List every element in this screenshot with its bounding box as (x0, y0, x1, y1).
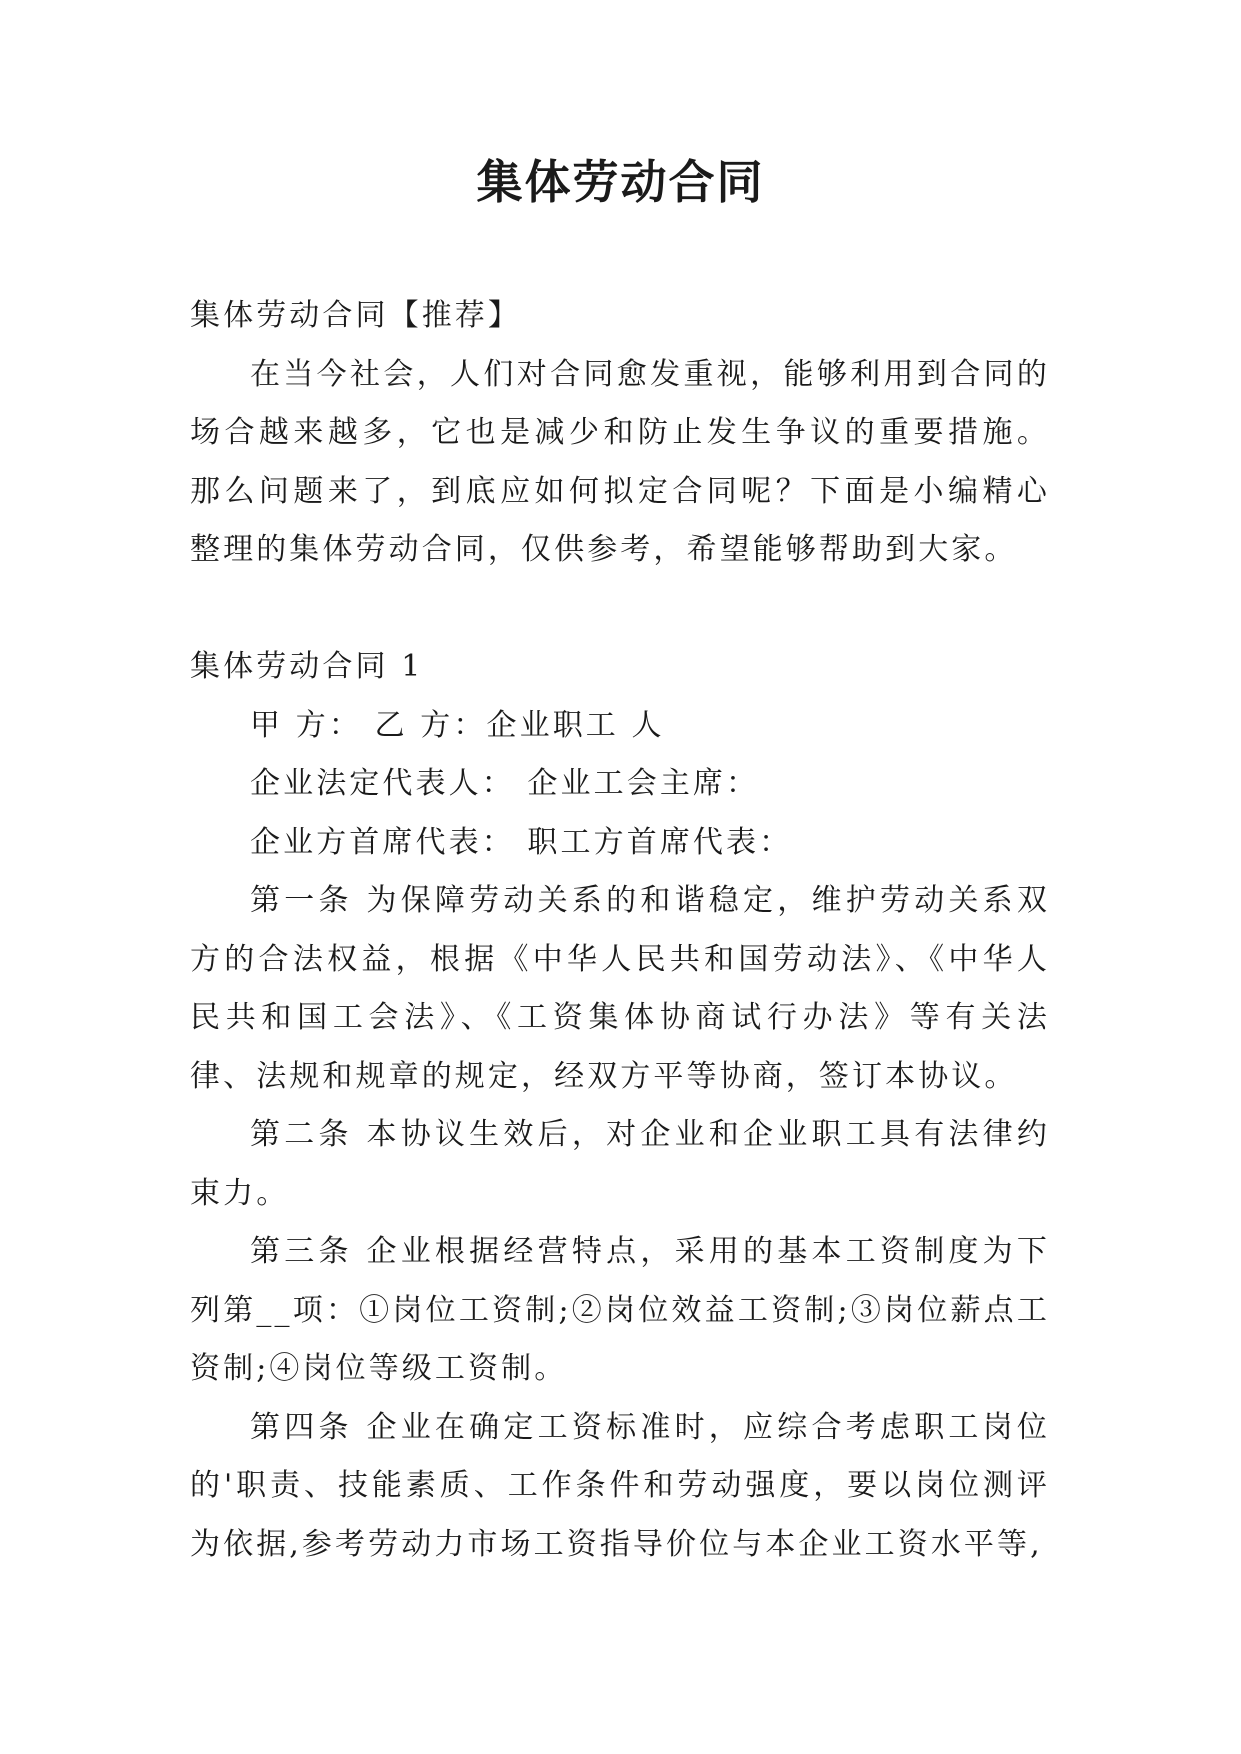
section-heading: 集体劳动合同 1 (190, 649, 424, 684)
representative-line: 企业法定代表人： 企业工会主席： (250, 766, 760, 801)
document-title: 集体劳动合同 (476, 155, 765, 209)
article-3: 第三条 企业根据经营特点，采用的基本工资制度为下列第__项：①岗位工资制;②岗位效益工资制;③岗位薪点工资制;④岗位等级工资制。 (190, 1234, 1050, 1386)
article-1: 第一条 为保障劳动关系的和谐稳定，维护劳动关系双方的合法权益，根据《中华人民共和国劳动法》、《中华人民共和国工会法》、《工资集体协商试行办法》等有关法律、法规和规章的规定，经双方平等协商，签订本协议。 (190, 883, 1050, 1094)
document-subtitle: 集体劳动合同【推荐】 (190, 298, 521, 333)
article-2: 第二条 本协议生效后，对企业和企业职工具有法律约束力。 (190, 1117, 1050, 1211)
intro-paragraph: 在当今社会，人们对合同愈发重视，能够利用到合同的场合越来越多，它也是减少和防止发生争议的重要措施。那么问题来了，到底应如何拟定合同呢？下面是小编精心整理的集体劳动合同，仅供参考，希望能够帮助到大家。 (190, 356, 1050, 567)
chief-representative-line: 企业方首席代表： 职工方首席代表： (250, 824, 793, 860)
paragraph-gap (190, 580, 1050, 639)
party-line: 甲 方： 乙 方：企业职工 人 (250, 707, 665, 743)
document-body (190, 287, 1050, 1574)
article-4: 第四条 企业在确定工资标准时，应综合考虑职工岗位的'职责、技能素质、工作条件和劳动强度，要以岗位测评为依据,参考劳动力市场工资指导价位与本企业工资水平等, (190, 1409, 1050, 1562)
